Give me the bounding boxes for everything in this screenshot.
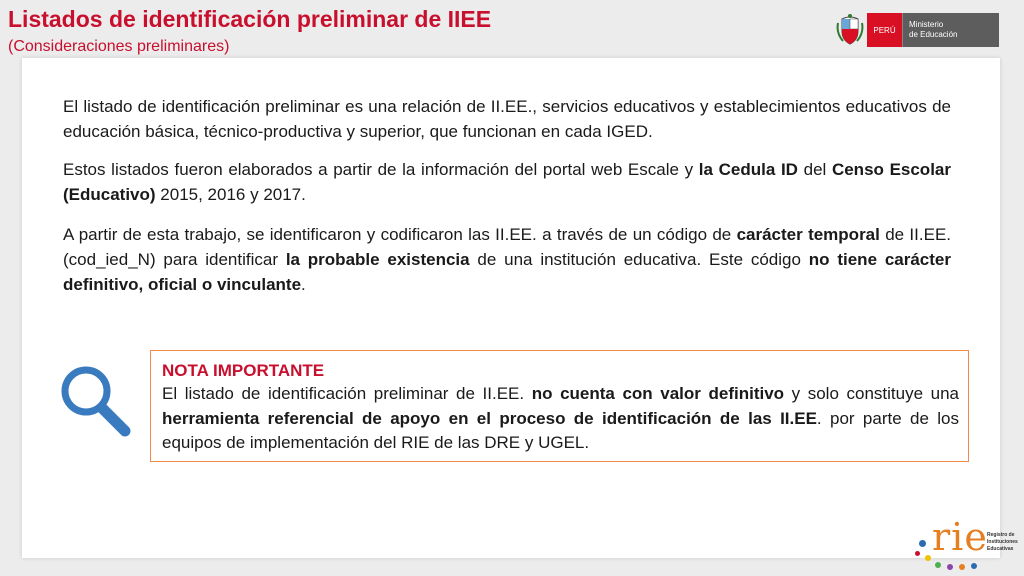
peru-label: PERÚ	[867, 13, 902, 47]
paragraph-3-text-c: de II.EE. (cod_ied_N) para identificar	[63, 225, 952, 269]
peru-coat-of-arms-icon	[835, 13, 865, 47]
note-bold-a: no cuenta con valor definitivo	[531, 384, 785, 403]
rie-dot-blue	[919, 540, 926, 547]
paragraph-2	[63, 157, 951, 207]
paragraph-2-text-a: Estos listados fueron elaborados a partir de la información del portal web Escale y	[63, 160, 699, 179]
rie-dot-yellow	[925, 555, 931, 561]
paragraph-3-bold-c: no tiene carácter definitivo, oficial o vinculante	[63, 250, 951, 294]
magnifier-icon	[58, 363, 138, 443]
paragraph-3-bold-a: carácter temporal	[736, 225, 880, 244]
paragraph-3-text-a: A partir de esta trabajo, se identificaron y codificaron las II.EE. a través de un código de	[63, 225, 737, 244]
note-title: NOTA IMPORTANTE	[162, 361, 325, 380]
ministry-line-1: Ministerio	[909, 20, 944, 29]
rie-dot-orange	[959, 564, 965, 570]
rie-logo	[913, 515, 1019, 571]
rie-caption-line-1: Registro de	[987, 532, 1015, 538]
rie-dot-blue-2	[971, 563, 977, 569]
minedu-logo	[835, 13, 999, 47]
note-text-c: y solo constituye una	[784, 384, 960, 403]
paragraph-3-bold-b: la probable existencia	[285, 250, 470, 269]
paragraph-2-text-e: 2015, 2016 y 2017.	[155, 185, 306, 204]
paragraph-2-text-c: del	[797, 160, 832, 179]
paragraph-2-bold-b: Censo Escolar (Educativo)	[63, 160, 951, 204]
page-title: Listados de identificación preliminar de IIEE	[8, 6, 492, 32]
note-text-a: El listado de identificación preliminar de II.EE.	[162, 384, 532, 403]
ministry-label	[902, 13, 999, 47]
paragraph-2-bold-a: la Cedula ID	[698, 160, 798, 179]
ministry-line-2: de Educación	[909, 30, 958, 39]
rie-caption-line-2: Instituciones	[987, 539, 1018, 545]
rie-wordmark: rie	[932, 515, 988, 559]
rie-dot-red	[915, 551, 920, 556]
rie-dot-green	[935, 562, 941, 568]
note-body	[162, 382, 959, 456]
rie-caption-line-3: Educativas	[987, 546, 1014, 552]
important-note-box	[150, 350, 969, 462]
paragraph-3-text-e: de una institución educativa. Este código	[469, 250, 809, 269]
paragraph-3	[63, 222, 951, 297]
rie-caption	[987, 532, 1018, 553]
page-subtitle: (Consideraciones preliminares)	[8, 38, 230, 55]
rie-dot-purple	[947, 564, 953, 570]
paragraph-1	[63, 94, 951, 144]
paragraph-3-text-g: .	[301, 275, 306, 294]
note-bold-b: herramienta referencial de apoyo en el proceso de identificación de las II.EE	[162, 408, 817, 428]
note-text-e: . por parte de los equipos de implementación del RIE de las DRE y UGEL.	[162, 408, 959, 452]
paragraph-1-text: El listado de identificación preliminar es una relación de II.EE., servicios educativos y establecimientos educativos de educación básica, técnico-productiva y superior, que funcionan en cada IGED.	[63, 97, 951, 141]
